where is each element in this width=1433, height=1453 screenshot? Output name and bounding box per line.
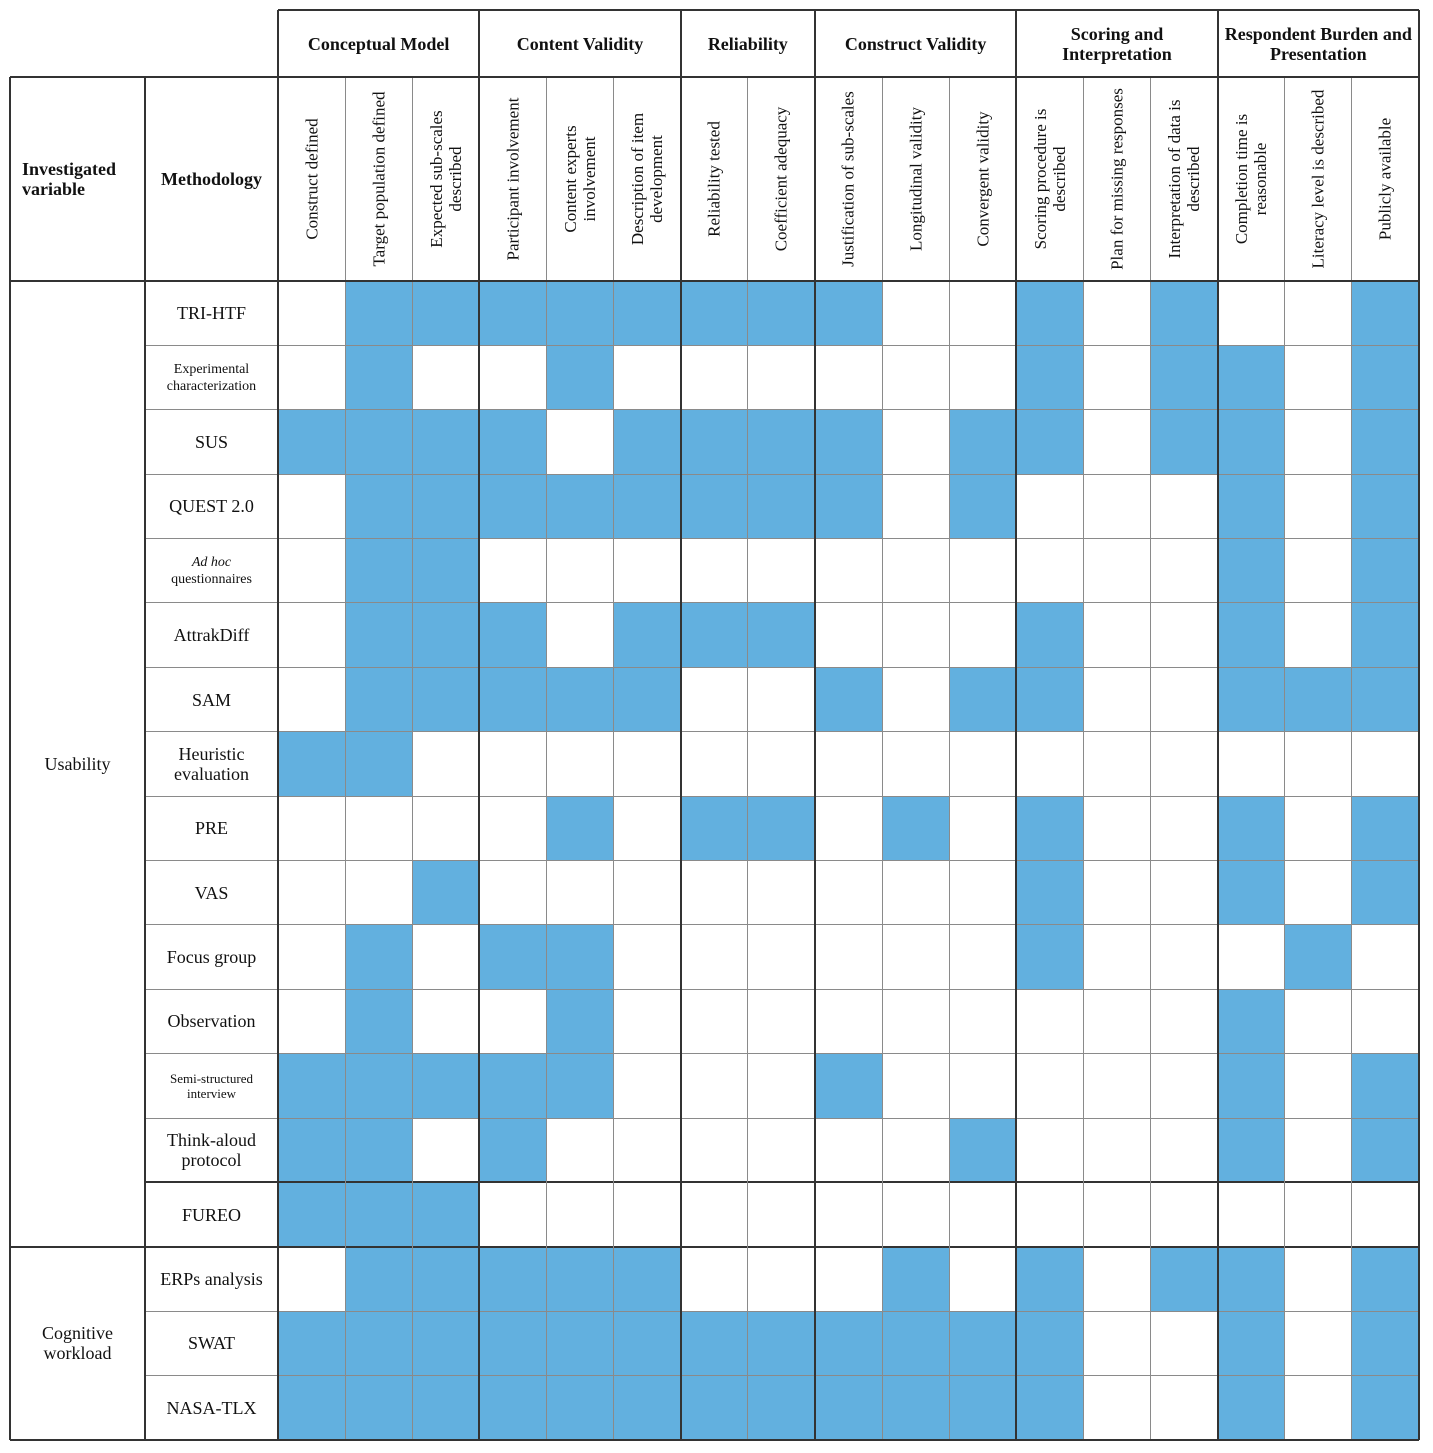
filled-cell bbox=[278, 1311, 346, 1376]
column-header-label: Target population defined bbox=[369, 91, 389, 267]
filled-cell bbox=[345, 410, 413, 475]
filled-cell bbox=[479, 474, 547, 539]
row-separator-line bbox=[145, 602, 1419, 603]
filled-cell bbox=[748, 474, 816, 539]
filled-cell bbox=[546, 796, 614, 861]
filled-cell bbox=[1218, 539, 1286, 604]
filled-cell bbox=[1218, 410, 1286, 475]
left-border bbox=[9, 77, 11, 1440]
group-header: Construct Validity bbox=[844, 33, 987, 54]
group-header: Respondent Burden and Presentation bbox=[1224, 23, 1412, 64]
group-header: Content Validity bbox=[516, 33, 644, 54]
filled-cell bbox=[882, 1311, 950, 1376]
column-header bbox=[345, 77, 412, 281]
filled-cell bbox=[1352, 281, 1420, 346]
filled-cell bbox=[1016, 861, 1084, 926]
filled-cell bbox=[1352, 796, 1420, 861]
column-header bbox=[1285, 77, 1352, 281]
filled-cell bbox=[479, 281, 547, 346]
filled-cell bbox=[1352, 861, 1420, 926]
filled-cell bbox=[1218, 796, 1286, 861]
investigated-variable-label: Cognitive workload bbox=[42, 1323, 113, 1364]
row-separator-line bbox=[145, 796, 1419, 797]
filled-cell bbox=[1016, 667, 1084, 732]
filled-cell bbox=[614, 1247, 682, 1312]
filled-cell bbox=[479, 1054, 547, 1119]
filled-cell bbox=[345, 667, 413, 732]
filled-cell bbox=[1218, 1118, 1286, 1183]
filled-cell bbox=[412, 603, 480, 668]
filled-cell bbox=[1352, 539, 1420, 604]
filled-cell bbox=[1016, 281, 1084, 346]
methodology-label: Think-aloud protocol bbox=[167, 1130, 256, 1171]
filled-cell bbox=[681, 410, 749, 475]
filled-cell bbox=[278, 732, 346, 797]
methodology-label: SWAT bbox=[187, 1333, 235, 1354]
column-header bbox=[1016, 77, 1083, 281]
filled-cell bbox=[748, 281, 816, 346]
filled-cell bbox=[614, 410, 682, 475]
filled-cell bbox=[949, 1311, 1017, 1376]
filled-cell bbox=[278, 1182, 346, 1247]
filled-cell bbox=[412, 281, 480, 346]
row-separator-line bbox=[145, 1311, 1419, 1312]
filled-cell bbox=[681, 796, 749, 861]
column-header bbox=[748, 77, 815, 281]
filled-cell bbox=[614, 1376, 682, 1441]
filled-cell bbox=[1151, 345, 1219, 410]
filled-cell bbox=[1352, 410, 1420, 475]
row-separator-line bbox=[145, 1375, 1419, 1376]
column-header-label: Participant involvement bbox=[503, 97, 523, 261]
filled-cell bbox=[1016, 1376, 1084, 1441]
filled-cell bbox=[412, 667, 480, 732]
filled-cell bbox=[1151, 1247, 1219, 1312]
column-header bbox=[681, 77, 748, 281]
filled-cell bbox=[345, 539, 413, 604]
column-header-label: Construct defined bbox=[302, 118, 322, 240]
filled-cell bbox=[1016, 1247, 1084, 1312]
column-header bbox=[815, 77, 882, 281]
filled-cell bbox=[1218, 1054, 1286, 1119]
filled-cell bbox=[345, 281, 413, 346]
filled-cell bbox=[278, 1118, 346, 1183]
filled-cell bbox=[1151, 281, 1219, 346]
variable-column-border bbox=[144, 77, 146, 1440]
methodology-label: AttrakDiff bbox=[173, 625, 250, 646]
filled-cell bbox=[882, 796, 950, 861]
filled-cell bbox=[412, 1311, 480, 1376]
filled-cell bbox=[1016, 796, 1084, 861]
filled-cell bbox=[345, 732, 413, 797]
filled-cell bbox=[1352, 1376, 1420, 1441]
filled-cell bbox=[479, 1376, 547, 1441]
filled-cell bbox=[546, 1311, 614, 1376]
column-header-label: Description of item development bbox=[628, 112, 667, 246]
investigated-variable-header: Investigated variable bbox=[22, 159, 116, 199]
filled-cell bbox=[815, 1054, 883, 1119]
filled-cell bbox=[1218, 345, 1286, 410]
filled-cell bbox=[1151, 410, 1219, 475]
filled-cell bbox=[949, 474, 1017, 539]
methodology-label: ERPs analysis bbox=[160, 1269, 263, 1290]
filled-cell bbox=[1352, 1054, 1420, 1119]
row-separator-line bbox=[145, 1053, 1419, 1054]
row-separator-line bbox=[145, 409, 1419, 410]
group-header: Conceptual Model bbox=[307, 33, 450, 54]
filled-cell bbox=[748, 410, 816, 475]
column-header-label: Completion time is reasonable bbox=[1232, 113, 1271, 245]
row-separator-line bbox=[145, 538, 1419, 539]
filled-cell bbox=[748, 1376, 816, 1441]
column-header-label: Convergent validity bbox=[973, 111, 993, 247]
filled-cell bbox=[681, 603, 749, 668]
filled-cell bbox=[1285, 667, 1353, 732]
filled-cell bbox=[546, 667, 614, 732]
filled-cell bbox=[815, 1311, 883, 1376]
column-header-label: Longitudinal validity bbox=[906, 107, 926, 252]
filled-cell bbox=[479, 925, 547, 990]
column-header-label: Literacy level is described bbox=[1308, 89, 1328, 269]
row-separator-line bbox=[145, 1118, 1419, 1119]
column-header-label: Plan for missing responses bbox=[1107, 88, 1127, 270]
column-header-label: Content experts involvement bbox=[561, 125, 600, 233]
row-separator-line bbox=[145, 924, 1419, 925]
filled-cell bbox=[1218, 861, 1286, 926]
filled-cell bbox=[681, 474, 749, 539]
filled-cell bbox=[412, 410, 480, 475]
investigated-variable-label: Usability bbox=[44, 753, 111, 774]
filled-cell bbox=[1016, 345, 1084, 410]
filled-cell bbox=[546, 474, 614, 539]
methodology-label: Focus group bbox=[166, 947, 257, 968]
filled-cell bbox=[949, 410, 1017, 475]
filled-cell bbox=[412, 1376, 480, 1441]
row-separator-line bbox=[145, 345, 1419, 346]
filled-cell bbox=[1016, 925, 1084, 990]
filled-cell bbox=[345, 1311, 413, 1376]
filled-cell bbox=[1218, 1247, 1286, 1312]
filled-cell bbox=[345, 1118, 413, 1183]
filled-cell bbox=[412, 539, 480, 604]
filled-cell bbox=[1285, 925, 1353, 990]
filled-cell bbox=[412, 474, 480, 539]
filled-cell bbox=[815, 1376, 883, 1441]
column-header-label: Publicly available bbox=[1375, 117, 1395, 241]
filled-cell bbox=[748, 796, 816, 861]
row-separator-line bbox=[145, 731, 1419, 732]
filled-cell bbox=[882, 1376, 950, 1441]
filled-cell bbox=[278, 1054, 346, 1119]
methodology-label-rest: questionnaires bbox=[171, 571, 252, 587]
filled-cell bbox=[614, 1311, 682, 1376]
column-header bbox=[1083, 77, 1150, 281]
column-header-label: Coefficient adequacy bbox=[771, 106, 791, 252]
filled-cell bbox=[614, 603, 682, 668]
column-header bbox=[479, 77, 546, 281]
column-header bbox=[278, 77, 345, 281]
column-header bbox=[614, 77, 681, 281]
filled-cell bbox=[479, 1118, 547, 1183]
methodology-label: Observation bbox=[167, 1011, 256, 1032]
filled-cell bbox=[546, 345, 614, 410]
filled-cell bbox=[1016, 1311, 1084, 1376]
filled-cell bbox=[479, 1247, 547, 1312]
filled-cell bbox=[1352, 603, 1420, 668]
filled-cell bbox=[949, 667, 1017, 732]
methodology-label: QUEST 2.0 bbox=[169, 496, 254, 517]
filled-cell bbox=[412, 1054, 480, 1119]
filled-cell bbox=[546, 1376, 614, 1441]
filled-cell bbox=[1218, 667, 1286, 732]
filled-cell bbox=[1218, 603, 1286, 668]
methodology-label bbox=[151, 539, 272, 603]
filled-cell bbox=[681, 281, 749, 346]
filled-cell bbox=[1218, 1311, 1286, 1376]
filled-cell bbox=[1218, 1376, 1286, 1441]
filled-cell bbox=[614, 667, 682, 732]
filled-cell bbox=[614, 281, 682, 346]
filled-cell bbox=[748, 603, 816, 668]
filled-cell bbox=[345, 474, 413, 539]
column-header bbox=[1352, 77, 1419, 281]
filled-cell bbox=[345, 603, 413, 668]
row-separator-line bbox=[145, 667, 1419, 668]
methodology-label-italic: Ad hoc bbox=[191, 554, 232, 570]
column-header-label: Reliability tested bbox=[704, 121, 724, 237]
column-header-label: Expected sub-scales described bbox=[426, 110, 465, 248]
filled-cell bbox=[949, 1118, 1017, 1183]
filled-cell bbox=[1352, 474, 1420, 539]
filled-cell bbox=[479, 410, 547, 475]
filled-cell bbox=[1218, 989, 1286, 1054]
filled-cell bbox=[278, 1376, 346, 1441]
methodology-label: TRI-HTF bbox=[177, 303, 246, 324]
filled-cell bbox=[614, 474, 682, 539]
filled-cell bbox=[479, 603, 547, 668]
filled-cell bbox=[1352, 1311, 1420, 1376]
filled-cell bbox=[546, 925, 614, 990]
column-header-label: Scoring procedure is described bbox=[1030, 108, 1069, 250]
column-header bbox=[949, 77, 1016, 281]
filled-cell bbox=[949, 1376, 1017, 1441]
filled-cell bbox=[815, 474, 883, 539]
filled-cell bbox=[546, 1247, 614, 1312]
column-header-label: Interpretation of data is described bbox=[1165, 99, 1204, 259]
filled-cell bbox=[546, 1054, 614, 1119]
group-header: Reliability bbox=[707, 33, 788, 54]
filled-cell bbox=[1352, 1247, 1420, 1312]
filled-cell bbox=[1218, 474, 1286, 539]
methodology-label: SAM bbox=[191, 689, 231, 710]
filled-cell bbox=[345, 345, 413, 410]
column-header bbox=[412, 77, 479, 281]
filled-cell bbox=[479, 667, 547, 732]
filled-cell bbox=[1016, 603, 1084, 668]
filled-cell bbox=[345, 1376, 413, 1441]
filled-cell bbox=[815, 410, 883, 475]
row-separator-line bbox=[145, 860, 1419, 861]
methodology-label: VAS bbox=[194, 882, 229, 903]
filled-cell bbox=[412, 1182, 480, 1247]
methodology-label: FUREO bbox=[181, 1204, 241, 1225]
filled-cell bbox=[278, 410, 346, 475]
filled-cell bbox=[479, 1311, 547, 1376]
row-separator-line bbox=[145, 989, 1419, 990]
methodology-label: Semi-structured interview bbox=[169, 1070, 254, 1101]
filled-cell bbox=[882, 1247, 950, 1312]
methodology-label: SUS bbox=[194, 431, 229, 452]
filled-cell bbox=[1016, 410, 1084, 475]
methodology-label: NASA-TLX bbox=[166, 1397, 257, 1418]
filled-cell bbox=[345, 1247, 413, 1312]
filled-cell bbox=[748, 1311, 816, 1376]
methodology-column-border bbox=[277, 77, 279, 1440]
filled-cell bbox=[345, 925, 413, 990]
filled-cell bbox=[1352, 667, 1420, 732]
filled-cell bbox=[546, 989, 614, 1054]
filled-cell bbox=[815, 281, 883, 346]
column-header bbox=[1218, 77, 1285, 281]
column-header bbox=[546, 77, 613, 281]
group-header: Scoring and Interpretation bbox=[1062, 23, 1172, 64]
methodology-label: Heuristic evaluation bbox=[174, 743, 249, 784]
filled-cell bbox=[345, 1054, 413, 1119]
methodology-header: Methodology bbox=[161, 169, 262, 189]
filled-cell bbox=[412, 1247, 480, 1312]
methodology-label: Experimental characterization bbox=[166, 361, 257, 394]
column-header bbox=[1151, 77, 1218, 281]
row-separator-line bbox=[145, 474, 1419, 475]
filled-cell bbox=[681, 1311, 749, 1376]
filled-cell bbox=[345, 1182, 413, 1247]
filled-cell bbox=[815, 667, 883, 732]
row-separator-line bbox=[145, 1181, 1419, 1183]
column-header bbox=[882, 77, 949, 281]
filled-cell bbox=[681, 1376, 749, 1441]
column-header-label: Justification of sub-scales bbox=[838, 91, 858, 267]
filled-cell bbox=[546, 281, 614, 346]
methodology-label: PRE bbox=[194, 818, 228, 839]
filled-cell bbox=[1352, 1118, 1420, 1183]
filled-cell bbox=[345, 989, 413, 1054]
filled-cell bbox=[1352, 345, 1420, 410]
filled-cell bbox=[412, 861, 480, 926]
